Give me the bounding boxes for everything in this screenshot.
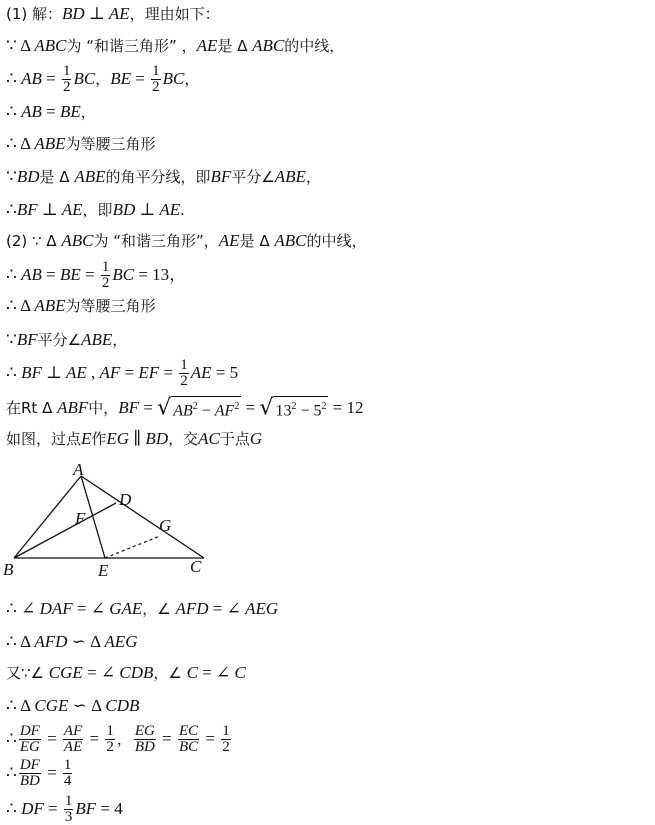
text: ， bbox=[95, 70, 111, 88]
text: ，理由如下： bbox=[129, 5, 220, 23]
numerator: 1 bbox=[152, 63, 160, 79]
square-root bbox=[259, 396, 328, 421]
solution-line-18 bbox=[6, 696, 139, 716]
math: BD ⊥ AE bbox=[112, 200, 181, 219]
text: ， bbox=[80, 103, 96, 121]
math: ∴ Δ bbox=[6, 632, 35, 651]
math: ∴ bbox=[6, 200, 17, 219]
text: ， bbox=[184, 70, 200, 88]
math: ∴ bbox=[6, 265, 22, 284]
numerator: EG bbox=[134, 723, 155, 739]
math: BE bbox=[59, 102, 81, 121]
radicand bbox=[273, 396, 328, 421]
fraction bbox=[101, 260, 111, 291]
solution-line-1 bbox=[6, 4, 220, 24]
math: = bbox=[130, 69, 150, 88]
text: (2) ∵ Δ bbox=[6, 232, 62, 250]
math: DAF bbox=[39, 599, 73, 618]
text: 中， bbox=[88, 399, 119, 418]
fraction bbox=[62, 64, 72, 95]
text: 平分∠ bbox=[231, 168, 275, 186]
math: AB bbox=[21, 69, 42, 88]
math: ∽ Δ bbox=[67, 632, 105, 651]
label-c: C bbox=[190, 557, 202, 576]
math: AEG bbox=[245, 599, 279, 618]
text: 是 Δ bbox=[39, 168, 75, 186]
denominator: EG bbox=[19, 739, 40, 755]
math: AB bbox=[21, 265, 42, 284]
numerator: 1 bbox=[63, 757, 72, 773]
math: = bbox=[41, 102, 60, 121]
label-g: G bbox=[159, 516, 172, 535]
denominator: BD bbox=[19, 773, 40, 789]
numerator: 1 bbox=[62, 63, 71, 79]
label-b: B bbox=[3, 560, 14, 579]
fraction bbox=[134, 724, 156, 755]
solution-line-6 bbox=[6, 167, 321, 187]
math: BF bbox=[118, 398, 140, 418]
text: 在Rt Δ bbox=[6, 399, 58, 418]
solution-line-4 bbox=[6, 102, 96, 122]
math: DF bbox=[21, 799, 44, 818]
text: ， bbox=[112, 331, 128, 349]
text: ， bbox=[116, 730, 132, 748]
math: G bbox=[249, 429, 263, 448]
math: ABF bbox=[57, 398, 89, 418]
denominator: AE bbox=[63, 739, 83, 755]
fraction bbox=[221, 724, 231, 755]
numerator: 1 bbox=[64, 793, 73, 809]
math: ABE bbox=[274, 167, 306, 186]
solution-line-17 bbox=[6, 663, 246, 683]
numerator: DF bbox=[19, 723, 40, 739]
denominator: 2 bbox=[106, 739, 114, 755]
math: ∴ bbox=[6, 799, 22, 818]
math: ABE bbox=[34, 134, 66, 153]
math: AC bbox=[198, 429, 220, 448]
solution-line-9 bbox=[6, 260, 186, 291]
math: C bbox=[186, 663, 198, 682]
math: AE bbox=[218, 231, 240, 250]
fraction bbox=[151, 64, 161, 95]
text: 是 Δ bbox=[239, 232, 275, 250]
fraction bbox=[178, 724, 199, 755]
math: AB bbox=[173, 402, 193, 420]
text: ，∠ bbox=[153, 664, 187, 682]
math: BF ⊥ AE bbox=[16, 200, 83, 219]
numerator: EC bbox=[178, 723, 199, 739]
label-a: A bbox=[73, 462, 84, 479]
math: ∵ bbox=[6, 330, 17, 349]
math: BF ⊥ AE bbox=[21, 363, 87, 382]
math: ∴ bbox=[6, 763, 17, 782]
math: ABC bbox=[252, 36, 285, 55]
text: 是 Δ bbox=[217, 37, 253, 55]
math: EG ∥ BD bbox=[106, 429, 169, 448]
math: − 5 bbox=[296, 402, 322, 420]
math: = bbox=[43, 799, 62, 818]
math: ∴ bbox=[6, 363, 22, 382]
text: 的中线， bbox=[284, 37, 345, 55]
text: 又∵∠ bbox=[6, 664, 49, 682]
math: = bbox=[42, 729, 61, 748]
math: BD bbox=[16, 167, 40, 186]
fraction bbox=[64, 794, 74, 825]
text: 平分∠ bbox=[37, 331, 82, 349]
math: BF bbox=[16, 330, 38, 349]
label-e: E bbox=[98, 561, 109, 580]
math: = 4 bbox=[96, 799, 123, 818]
math: = bbox=[42, 763, 61, 782]
text: 为等腰三角形 bbox=[65, 135, 156, 153]
math: ABE bbox=[74, 167, 106, 186]
math: BC bbox=[112, 265, 135, 284]
solution-line-3 bbox=[6, 64, 199, 95]
math: AF bbox=[214, 402, 235, 420]
triangle-figure bbox=[0, 462, 230, 587]
solution-line-10 bbox=[6, 296, 156, 316]
math: ∵ Δ bbox=[6, 36, 35, 55]
fraction bbox=[19, 758, 41, 789]
math: EF bbox=[138, 363, 160, 382]
exponent: 2 bbox=[321, 401, 327, 412]
segment-ac bbox=[81, 476, 204, 558]
numerator: 1 bbox=[180, 357, 188, 373]
math: AE bbox=[190, 363, 212, 382]
text: 为 “和谐三角形”， bbox=[93, 232, 219, 250]
math: GAE bbox=[109, 599, 143, 618]
math: = ∠ bbox=[197, 663, 235, 682]
math: BE bbox=[59, 265, 81, 284]
denominator: 2 bbox=[101, 275, 110, 291]
math: = bbox=[120, 363, 139, 382]
math: ∴ Δ bbox=[6, 696, 35, 715]
numerator: 1 bbox=[106, 723, 114, 739]
solution-line-8 bbox=[6, 231, 367, 251]
math: = bbox=[41, 265, 60, 284]
math: ∴ bbox=[6, 69, 22, 88]
denominator: BC bbox=[178, 739, 199, 755]
math: = bbox=[139, 398, 158, 418]
math: = 13， bbox=[134, 265, 187, 284]
solution-line-7 bbox=[6, 200, 184, 220]
solution-line-14 bbox=[6, 429, 262, 449]
math: AE bbox=[196, 36, 218, 55]
exponent: 2 bbox=[291, 401, 297, 412]
text: 为 “和谐三角形” ， bbox=[66, 37, 197, 55]
math: = bbox=[85, 729, 104, 748]
math: ABC bbox=[274, 231, 307, 250]
math: AFD bbox=[175, 599, 209, 618]
math: BE bbox=[110, 69, 131, 88]
math: AF bbox=[99, 363, 121, 382]
text: ， bbox=[305, 168, 321, 186]
math: = 12 bbox=[328, 398, 364, 418]
text: 如图，过点 bbox=[6, 430, 82, 448]
math: − bbox=[197, 402, 215, 420]
math: C bbox=[234, 663, 246, 682]
segment-bd bbox=[14, 503, 116, 558]
math: ∴ bbox=[6, 102, 22, 121]
math: = bbox=[157, 729, 176, 748]
math: 13 bbox=[275, 402, 292, 420]
numerator: DF bbox=[19, 757, 40, 773]
math: , bbox=[86, 363, 100, 382]
denominator: 2 bbox=[222, 739, 230, 755]
text: 的中线， bbox=[306, 232, 367, 250]
exponent: 2 bbox=[234, 401, 240, 412]
text: ，即 bbox=[82, 201, 113, 219]
math: CGE bbox=[48, 663, 83, 682]
solution-line-5 bbox=[6, 134, 156, 154]
math: E bbox=[81, 429, 92, 448]
text: ，∠ bbox=[142, 600, 176, 618]
math: BF bbox=[75, 799, 97, 818]
exponent: 2 bbox=[192, 401, 198, 412]
math: ABC bbox=[61, 231, 94, 250]
math: = ∠ bbox=[208, 599, 246, 618]
fraction bbox=[179, 358, 189, 389]
math: ∴ Δ bbox=[6, 296, 35, 315]
math: ∴ Δ bbox=[6, 134, 35, 153]
fraction bbox=[63, 758, 73, 789]
math: BC bbox=[162, 69, 185, 88]
solution-line-11 bbox=[6, 330, 127, 350]
label-d: D bbox=[119, 490, 132, 509]
math: BC bbox=[73, 69, 96, 88]
solution-line-12 bbox=[6, 358, 238, 389]
denominator: 3 bbox=[64, 809, 73, 825]
math: AFD bbox=[34, 632, 68, 651]
numerator: 1 bbox=[101, 259, 110, 275]
fraction bbox=[105, 724, 115, 755]
math: CGE bbox=[34, 696, 69, 715]
math: ABC bbox=[34, 36, 67, 55]
denominator: BD bbox=[134, 739, 155, 755]
denominator: 2 bbox=[62, 79, 71, 95]
math: = 5 bbox=[211, 363, 239, 382]
math: ABE bbox=[81, 330, 113, 349]
solution-line-21 bbox=[6, 794, 123, 825]
solution-line-19 bbox=[6, 724, 233, 755]
text: 作 bbox=[91, 430, 107, 448]
math: ∴ bbox=[6, 729, 17, 748]
math: = bbox=[41, 69, 60, 88]
fraction bbox=[63, 724, 83, 755]
denominator: 2 bbox=[180, 373, 188, 389]
text: ，交 bbox=[168, 430, 199, 448]
numerator: AF bbox=[63, 723, 83, 739]
denominator: 4 bbox=[63, 773, 72, 789]
math: ∵ bbox=[6, 167, 17, 186]
text: 的角平分线，即 bbox=[105, 168, 211, 186]
math: = bbox=[241, 398, 260, 418]
radical-sign: √ bbox=[259, 395, 274, 421]
math: = bbox=[201, 729, 220, 748]
solution-line-16 bbox=[6, 632, 137, 652]
square-root bbox=[157, 396, 241, 421]
numerator: 1 bbox=[222, 723, 230, 739]
math: BD ⊥ AE bbox=[62, 4, 130, 23]
fraction bbox=[19, 724, 41, 755]
math: ABE bbox=[34, 296, 66, 315]
math: AEG bbox=[104, 632, 138, 651]
label-f: F bbox=[75, 509, 86, 528]
math: CDB bbox=[119, 663, 154, 682]
text: 于点 bbox=[219, 430, 250, 448]
text: 为等腰三角形 bbox=[65, 297, 156, 315]
denominator: 2 bbox=[152, 79, 160, 95]
math: ∴ ∠ bbox=[6, 599, 40, 618]
segment-ab bbox=[14, 476, 81, 558]
segment-eg-dashed bbox=[105, 536, 160, 558]
math: ∽ Δ bbox=[68, 696, 106, 715]
math: . bbox=[180, 200, 185, 219]
math: CDB bbox=[105, 696, 140, 715]
radical-sign: √ bbox=[157, 395, 172, 421]
solution-line-13 bbox=[6, 396, 364, 421]
math: = bbox=[159, 363, 178, 382]
solution-line-20 bbox=[6, 758, 74, 789]
text: (1) 解： bbox=[6, 5, 63, 23]
math: AB bbox=[21, 102, 42, 121]
solution-line-15 bbox=[6, 599, 278, 619]
solution-line-2 bbox=[6, 36, 344, 56]
math: = bbox=[80, 265, 99, 284]
math: = ∠ bbox=[82, 663, 120, 682]
math: = ∠ bbox=[72, 599, 110, 618]
math: BF bbox=[210, 167, 232, 186]
radicand bbox=[171, 396, 241, 421]
